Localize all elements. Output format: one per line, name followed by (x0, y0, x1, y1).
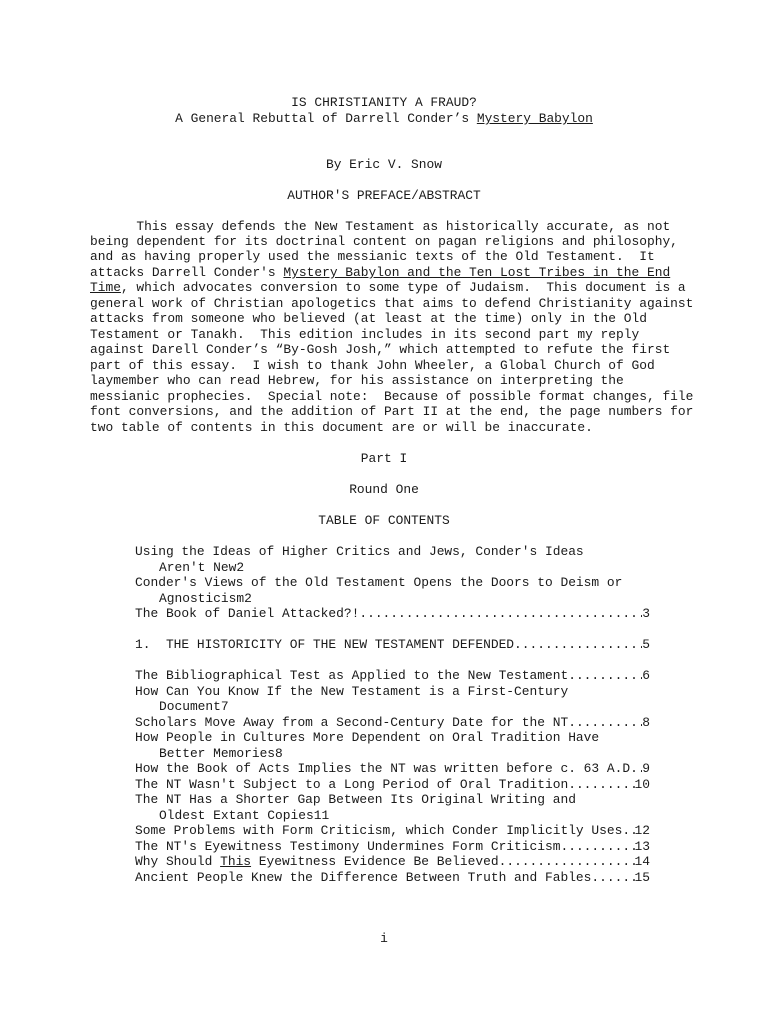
preface-line: part of this essay. I wish to thank John Wheeler, a Global Church of God (90, 358, 655, 373)
toc-entry-title: Oldest Extant Copies (159, 808, 314, 823)
toc-entry-title (135, 854, 499, 869)
toc-entry (159, 560, 650, 575)
toc-entry-title: The Book of Daniel Attacked?! (135, 606, 360, 621)
toc-entry (135, 854, 650, 869)
toc-leader (568, 668, 642, 683)
toc-entry-title: How the Book of Acts Implies the NT was written before c. 63 A.D. (135, 761, 638, 776)
preface-line: This essay defends the New Testament as historically accurate, as not (90, 219, 671, 234)
preface-text: attacks Darrell Conder's (90, 265, 284, 280)
document-title: IS CHRISTIANITY A FRAUD? (291, 95, 477, 110)
toc-entry-title: Better Memories (159, 746, 276, 761)
toc-entry-title: Scholars Move Away from a Second-Century Date for the NT (135, 715, 569, 730)
toc-entry: How Can You Know If the New Testament is a First-Century (135, 684, 569, 699)
preface-line: against Darell Conder’s “By-Gosh Josh,” which attempted to refute the first (90, 342, 671, 357)
toc-entry-text: Eyewitness Evidence Be Believed (251, 854, 499, 869)
preface-line: and as having properly used the messianic texts of the Old Testament. It (90, 249, 655, 264)
toc-entry (135, 777, 650, 792)
toc-entry-title: The NT's Eyewitness Testimony Undermines Form Criticism (135, 839, 561, 854)
toc-section-title: 1. THE HISTORICITY OF THE NEW TESTAMENT DEFENDED (135, 637, 515, 652)
toc-page-number: 9 (642, 761, 650, 776)
toc-entry: Conder's Views of the Old Testament Opens the Doors to Deism or (135, 575, 623, 590)
preface-line: laymember who can read Hebrew, for his assistance on interpreting the (90, 373, 624, 388)
toc-leader (560, 839, 634, 854)
toc-leader (568, 777, 634, 792)
toc-entry (135, 839, 650, 854)
toc-entry (159, 808, 650, 823)
toc-page-number: 8 (275, 746, 283, 761)
toc-entry-title: The Bibliographical Test as Applied to the New Testament (135, 668, 569, 683)
toc-page-number: 3 (642, 606, 650, 621)
preface-line: attacks from someone who believed (at least at the time) only in the Old (90, 311, 647, 326)
toc-entry-emphasis: This (220, 854, 252, 869)
toc-leader (622, 823, 634, 838)
preface-line: Testament or Tanakh. This edition includes in its second part my reply (90, 327, 640, 342)
toc-entry-title: The NT Wasn't Subject to a Long Period of Oral Tradition (135, 777, 569, 792)
preface-line: font conversions, and the addition of Part II at the end, the page numbers for (90, 404, 694, 419)
toc-entry (159, 746, 650, 761)
page-number: i (380, 931, 388, 946)
toc-entry (135, 715, 650, 730)
toc-page-number: 14 (634, 854, 650, 869)
toc-leader (514, 637, 642, 652)
document-subtitle (0, 111, 768, 126)
toc-entry: The NT Has a Shorter Gap Between Its Original Writing and (135, 792, 576, 807)
toc-page-number: 2 (244, 591, 252, 606)
toc-leader (499, 854, 635, 869)
preface-text: , which advocates conversion to some type of Judaism. This document is a (120, 280, 686, 295)
toc-entry-title: Document (159, 699, 221, 714)
toc-entry (135, 870, 650, 885)
subtitle-text: A General Rebuttal of Darrell Conder’s (175, 111, 477, 126)
preface-line: messianic prophecies. Special note: Because of possible format changes, file (90, 389, 694, 404)
toc-entry-title: Aren't New (159, 560, 237, 575)
toc-page-number: 7 (220, 699, 229, 714)
preface-line: two table of contents in this document are or will be inaccurate. (90, 420, 593, 435)
toc-entry: Using the Ideas of Higher Critics and Jews, Conder's Ideas (135, 544, 584, 559)
preface-heading: AUTHOR'S PREFACE/ABSTRACT (287, 188, 481, 203)
preface-line: general work of Christian apologetics that aims to defend Christianity against (90, 296, 694, 311)
toc-leader (359, 606, 642, 621)
preface-line: being dependent for its doctrinal content on pagan religions and philosophy, (90, 234, 678, 249)
book-title-link: Time (90, 280, 121, 295)
toc-entry: How People in Cultures More Dependent on Oral Tradition Have (135, 730, 600, 745)
toc-page-number: 15 (634, 870, 650, 885)
toc-entry-title: Ancient People Knew the Difference Between Truth and Fables (135, 870, 592, 885)
toc-entry-title: Agnosticism (159, 591, 245, 606)
toc-entry (135, 606, 650, 621)
round-heading: Round One (349, 482, 419, 497)
toc-section (135, 637, 650, 652)
toc-entry (135, 668, 650, 683)
toc-page-number: 13 (634, 839, 650, 854)
toc-leader (591, 870, 634, 885)
toc-page-number: 8 (642, 715, 650, 730)
toc-page-number: 2 (236, 560, 245, 575)
toc-page-number: 12 (634, 823, 650, 838)
toc-entry (159, 699, 650, 714)
book-title-link: Mystery Babylon and the Ten Lost Tribes in the End (283, 265, 671, 280)
subtitle-book-title: Mystery Babylon (476, 111, 593, 126)
toc-page-number: 11 (313, 808, 330, 823)
toc-page-number: 6 (642, 668, 650, 683)
toc-entry (135, 823, 650, 838)
toc-entry-text: Why Should (135, 854, 221, 869)
toc-entry (159, 591, 650, 606)
preface-line (90, 280, 686, 295)
part-heading: Part I (360, 451, 408, 466)
toc-entry-title: Some Problems with Form Criticism, which Conder Implicitly Uses (135, 823, 623, 838)
toc-heading: TABLE OF CONTENTS (318, 513, 450, 528)
toc-entry (135, 761, 650, 776)
preface-line (90, 265, 670, 280)
toc-leader (568, 715, 642, 730)
byline: By Eric V. Snow (325, 157, 443, 172)
toc-page-number: 10 (634, 777, 650, 792)
toc-page-number: 5 (642, 637, 650, 652)
